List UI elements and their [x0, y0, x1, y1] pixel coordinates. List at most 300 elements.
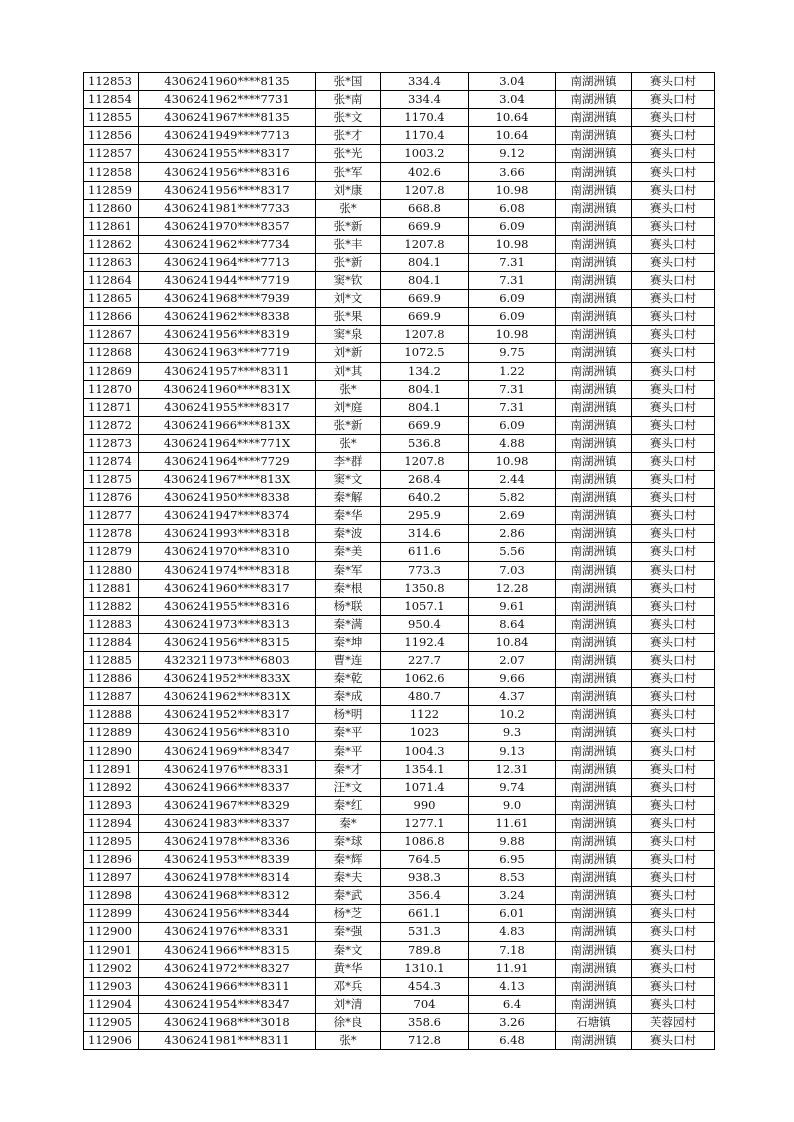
quantity-cell: 6.08 — [469, 199, 556, 217]
name-cell: 秦*军 — [316, 561, 381, 579]
table-row — [84, 959, 715, 977]
quantity-cell: 6.48 — [469, 1031, 556, 1049]
table-row — [84, 398, 715, 416]
quantity-cell: 3.04 — [469, 91, 556, 109]
town-cell: 南湖洲镇 — [556, 471, 632, 489]
table-row — [84, 109, 715, 127]
quantity-cell: 12.31 — [469, 760, 556, 778]
name-cell: 刘*庭 — [316, 398, 381, 416]
name-cell: 张* — [316, 380, 381, 398]
name-cell: 杨*芝 — [316, 905, 381, 923]
id-number-cell: 4306241969****8347 — [139, 742, 316, 760]
record-id-cell: 112887 — [84, 688, 139, 706]
quantity-cell: 7.31 — [469, 380, 556, 398]
quantity-cell: 6.09 — [469, 217, 556, 235]
village-cell: 赛头口村 — [632, 181, 715, 199]
amount-cell: 764.5 — [381, 851, 469, 869]
quantity-cell: 3.04 — [469, 73, 556, 91]
record-id-cell: 112858 — [84, 163, 139, 181]
record-id-cell: 112874 — [84, 452, 139, 470]
name-cell: 秦*华 — [316, 507, 381, 525]
amount-cell: 640.2 — [381, 489, 469, 507]
village-cell: 赛头口村 — [632, 1031, 715, 1049]
amount-cell: 804.1 — [381, 398, 469, 416]
table-row — [84, 670, 715, 688]
town-cell: 南湖洲镇 — [556, 543, 632, 561]
name-cell: 黄*华 — [316, 959, 381, 977]
name-cell: 窦*泉 — [316, 326, 381, 344]
record-id-cell: 112864 — [84, 272, 139, 290]
id-number-cell: 4306241966****8311 — [139, 977, 316, 995]
record-id-cell: 112875 — [84, 471, 139, 489]
village-cell: 赛头口村 — [632, 380, 715, 398]
id-number-cell: 4306241962****831X — [139, 688, 316, 706]
village-cell: 赛头口村 — [632, 525, 715, 543]
town-cell: 南湖洲镇 — [556, 652, 632, 670]
village-cell: 赛头口村 — [632, 724, 715, 742]
quantity-cell: 4.88 — [469, 434, 556, 452]
id-number-cell: 4306241966****813X — [139, 416, 316, 434]
village-cell: 赛头口村 — [632, 670, 715, 688]
quantity-cell: 9.61 — [469, 597, 556, 615]
name-cell: 张*才 — [316, 127, 381, 145]
village-cell: 赛头口村 — [632, 199, 715, 217]
town-cell: 南湖洲镇 — [556, 977, 632, 995]
quantity-cell: 10.98 — [469, 235, 556, 253]
name-cell: 窦*钦 — [316, 272, 381, 290]
quantity-cell: 7.31 — [469, 253, 556, 271]
record-id-cell: 112891 — [84, 760, 139, 778]
id-number-cell: 4323211973****6803 — [139, 652, 316, 670]
record-id-cell: 112901 — [84, 941, 139, 959]
amount-cell: 402.6 — [381, 163, 469, 181]
record-id-cell: 112866 — [84, 308, 139, 326]
id-number-cell: 4306241944****7719 — [139, 272, 316, 290]
quantity-cell: 2.07 — [469, 652, 556, 670]
town-cell: 南湖洲镇 — [556, 905, 632, 923]
table-row — [84, 724, 715, 742]
town-cell: 南湖洲镇 — [556, 380, 632, 398]
id-number-cell: 4306241955****8317 — [139, 145, 316, 163]
quantity-cell: 8.64 — [469, 615, 556, 633]
village-cell: 赛头口村 — [632, 163, 715, 181]
quantity-cell: 3.26 — [469, 1013, 556, 1031]
id-number-cell: 4306241962****7734 — [139, 235, 316, 253]
id-number-cell: 4306241962****7731 — [139, 91, 316, 109]
village-cell: 赛头口村 — [632, 507, 715, 525]
id-number-cell: 4306241974****8318 — [139, 561, 316, 579]
amount-cell: 704 — [381, 995, 469, 1013]
id-number-cell: 4306241964****771X — [139, 434, 316, 452]
quantity-cell: 11.61 — [469, 814, 556, 832]
town-cell: 南湖洲镇 — [556, 597, 632, 615]
village-cell: 赛头口村 — [632, 652, 715, 670]
quantity-cell: 9.0 — [469, 796, 556, 814]
amount-cell: 661.1 — [381, 905, 469, 923]
name-cell: 汪*文 — [316, 778, 381, 796]
record-id-cell: 112900 — [84, 923, 139, 941]
village-cell: 赛头口村 — [632, 561, 715, 579]
id-number-cell: 4306241954****8347 — [139, 995, 316, 1013]
quantity-cell: 2.69 — [469, 507, 556, 525]
id-number-cell: 4306241952****8317 — [139, 706, 316, 724]
quantity-cell: 3.24 — [469, 887, 556, 905]
table-row — [84, 977, 715, 995]
quantity-cell: 10.2 — [469, 706, 556, 724]
name-cell: 张*光 — [316, 145, 381, 163]
record-id-cell: 112863 — [84, 253, 139, 271]
village-cell: 赛头口村 — [632, 778, 715, 796]
amount-cell: 1122 — [381, 706, 469, 724]
amount-cell: 990 — [381, 796, 469, 814]
quantity-cell: 10.98 — [469, 452, 556, 470]
quantity-cell: 9.74 — [469, 778, 556, 796]
town-cell: 南湖洲镇 — [556, 398, 632, 416]
name-cell: 刘*文 — [316, 290, 381, 308]
town-cell: 南湖洲镇 — [556, 434, 632, 452]
name-cell: 秦*文 — [316, 941, 381, 959]
record-id-cell: 112902 — [84, 959, 139, 977]
village-cell: 赛头口村 — [632, 217, 715, 235]
record-id-cell: 112886 — [84, 670, 139, 688]
id-number-cell: 4306241964****7713 — [139, 253, 316, 271]
village-cell: 赛头口村 — [632, 489, 715, 507]
amount-cell: 1086.8 — [381, 832, 469, 850]
record-id-cell: 112879 — [84, 543, 139, 561]
name-cell: 秦*解 — [316, 489, 381, 507]
village-cell: 赛头口村 — [632, 941, 715, 959]
name-cell: 张*新 — [316, 253, 381, 271]
id-number-cell: 4306241955****8316 — [139, 597, 316, 615]
village-cell: 赛头口村 — [632, 290, 715, 308]
table-row — [84, 652, 715, 670]
village-cell: 赛头口村 — [632, 760, 715, 778]
amount-cell: 1071.4 — [381, 778, 469, 796]
record-id-cell: 112883 — [84, 615, 139, 633]
town-cell: 南湖洲镇 — [556, 199, 632, 217]
table-row — [84, 127, 715, 145]
id-number-cell: 4306241960****8135 — [139, 73, 316, 91]
amount-cell: 804.1 — [381, 272, 469, 290]
amount-cell: 789.8 — [381, 941, 469, 959]
name-cell: 张*新 — [316, 416, 381, 434]
id-number-cell: 4306241956****8310 — [139, 724, 316, 742]
table-row — [84, 471, 715, 489]
quantity-cell: 8.53 — [469, 869, 556, 887]
town-cell: 南湖洲镇 — [556, 489, 632, 507]
id-number-cell: 4306241970****8357 — [139, 217, 316, 235]
id-number-cell: 4306241952****833X — [139, 670, 316, 688]
table-row — [84, 1031, 715, 1049]
village-cell: 赛头口村 — [632, 706, 715, 724]
record-id-cell: 112899 — [84, 905, 139, 923]
table-row — [84, 452, 715, 470]
table-row — [84, 344, 715, 362]
record-id-cell: 112885 — [84, 652, 139, 670]
amount-cell: 268.4 — [381, 471, 469, 489]
name-cell: 张*国 — [316, 73, 381, 91]
town-cell: 南湖洲镇 — [556, 887, 632, 905]
town-cell: 南湖洲镇 — [556, 832, 632, 850]
name-cell: 张*南 — [316, 91, 381, 109]
quantity-cell: 9.88 — [469, 832, 556, 850]
table-row — [84, 561, 715, 579]
amount-cell: 1057.1 — [381, 597, 469, 615]
town-cell: 南湖洲镇 — [556, 615, 632, 633]
name-cell: 刘*其 — [316, 362, 381, 380]
amount-cell: 334.4 — [381, 73, 469, 91]
town-cell: 南湖洲镇 — [556, 272, 632, 290]
quantity-cell: 6.01 — [469, 905, 556, 923]
amount-cell: 1354.1 — [381, 760, 469, 778]
town-cell: 南湖洲镇 — [556, 959, 632, 977]
town-cell: 南湖洲镇 — [556, 109, 632, 127]
name-cell: 秦*平 — [316, 724, 381, 742]
quantity-cell: 2.86 — [469, 525, 556, 543]
record-id-cell: 112873 — [84, 434, 139, 452]
quantity-cell: 3.66 — [469, 163, 556, 181]
amount-cell: 356.4 — [381, 887, 469, 905]
village-cell: 赛头口村 — [632, 235, 715, 253]
town-cell: 南湖洲镇 — [556, 217, 632, 235]
village-cell: 赛头口村 — [632, 452, 715, 470]
town-cell: 南湖洲镇 — [556, 941, 632, 959]
amount-cell: 1004.3 — [381, 742, 469, 760]
village-cell: 赛头口村 — [632, 272, 715, 290]
id-number-cell: 4306241993****8318 — [139, 525, 316, 543]
name-cell: 秦* — [316, 814, 381, 832]
table-row — [84, 941, 715, 959]
village-cell: 赛头口村 — [632, 814, 715, 832]
town-cell: 石塘镇 — [556, 1013, 632, 1031]
table-row — [84, 525, 715, 543]
table-row — [84, 489, 715, 507]
amount-cell: 950.4 — [381, 615, 469, 633]
name-cell: 刘*康 — [316, 181, 381, 199]
id-number-cell: 4306241957****8311 — [139, 362, 316, 380]
record-id-cell: 112855 — [84, 109, 139, 127]
table-row — [84, 235, 715, 253]
quantity-cell: 5.56 — [469, 543, 556, 561]
name-cell: 张*果 — [316, 308, 381, 326]
record-id-cell: 112880 — [84, 561, 139, 579]
table-row — [84, 869, 715, 887]
quantity-cell: 9.13 — [469, 742, 556, 760]
table-row — [84, 633, 715, 651]
amount-cell: 611.6 — [381, 543, 469, 561]
name-cell: 秦*满 — [316, 615, 381, 633]
town-cell: 南湖洲镇 — [556, 416, 632, 434]
record-id-cell: 112892 — [84, 778, 139, 796]
quantity-cell: 6.09 — [469, 416, 556, 434]
amount-cell: 536.8 — [381, 434, 469, 452]
amount-cell: 938.3 — [381, 869, 469, 887]
amount-cell: 1277.1 — [381, 814, 469, 832]
amount-cell: 669.9 — [381, 416, 469, 434]
table-row — [84, 706, 715, 724]
record-id-cell: 112904 — [84, 995, 139, 1013]
record-id-cell: 112897 — [84, 869, 139, 887]
village-cell: 赛头口村 — [632, 344, 715, 362]
name-cell: 李*群 — [316, 452, 381, 470]
record-id-cell: 112890 — [84, 742, 139, 760]
town-cell: 南湖洲镇 — [556, 127, 632, 145]
id-number-cell: 4306241968****7939 — [139, 290, 316, 308]
town-cell: 南湖洲镇 — [556, 995, 632, 1013]
table-row — [84, 326, 715, 344]
id-number-cell: 4306241956****8344 — [139, 905, 316, 923]
record-id-cell: 112893 — [84, 796, 139, 814]
data-table — [83, 72, 715, 1050]
amount-cell: 295.9 — [381, 507, 469, 525]
amount-cell: 1023 — [381, 724, 469, 742]
table-row — [84, 362, 715, 380]
table-row — [84, 778, 715, 796]
town-cell: 南湖洲镇 — [556, 869, 632, 887]
id-number-cell: 4306241956****8319 — [139, 326, 316, 344]
town-cell: 南湖洲镇 — [556, 507, 632, 525]
name-cell: 秦*乾 — [316, 670, 381, 688]
name-cell: 曹*连 — [316, 652, 381, 670]
name-cell: 张*文 — [316, 109, 381, 127]
record-id-cell: 112888 — [84, 706, 139, 724]
town-cell: 南湖洲镇 — [556, 525, 632, 543]
town-cell: 南湖洲镇 — [556, 308, 632, 326]
table-row — [84, 73, 715, 91]
record-id-cell: 112903 — [84, 977, 139, 995]
amount-cell: 1072.5 — [381, 344, 469, 362]
record-id-cell: 112882 — [84, 597, 139, 615]
village-cell: 赛头口村 — [632, 362, 715, 380]
name-cell: 张* — [316, 1031, 381, 1049]
town-cell: 南湖洲镇 — [556, 91, 632, 109]
village-cell: 赛头口村 — [632, 91, 715, 109]
town-cell: 南湖洲镇 — [556, 923, 632, 941]
table-row — [84, 597, 715, 615]
record-id-cell: 112869 — [84, 362, 139, 380]
village-cell: 赛头口村 — [632, 633, 715, 651]
record-id-cell: 112881 — [84, 579, 139, 597]
id-number-cell: 4306241972****8327 — [139, 959, 316, 977]
table-row — [84, 742, 715, 760]
table-row — [84, 145, 715, 163]
village-cell: 赛头口村 — [632, 995, 715, 1013]
quantity-cell: 6.09 — [469, 308, 556, 326]
amount-cell: 1207.8 — [381, 235, 469, 253]
name-cell: 秦*夫 — [316, 869, 381, 887]
amount-cell: 531.3 — [381, 923, 469, 941]
village-cell: 赛头口村 — [632, 977, 715, 995]
name-cell: 秦*美 — [316, 543, 381, 561]
quantity-cell: 6.95 — [469, 851, 556, 869]
town-cell: 南湖洲镇 — [556, 814, 632, 832]
town-cell: 南湖洲镇 — [556, 778, 632, 796]
quantity-cell: 6.4 — [469, 995, 556, 1013]
town-cell: 南湖洲镇 — [556, 73, 632, 91]
village-cell: 赛头口村 — [632, 543, 715, 561]
town-cell: 南湖洲镇 — [556, 235, 632, 253]
quantity-cell: 4.37 — [469, 688, 556, 706]
village-cell: 赛头口村 — [632, 959, 715, 977]
id-number-cell: 4306241973****8313 — [139, 615, 316, 633]
table-row — [84, 995, 715, 1013]
amount-cell: 804.1 — [381, 253, 469, 271]
quantity-cell: 11.91 — [469, 959, 556, 977]
id-number-cell: 4306241964****7729 — [139, 452, 316, 470]
name-cell: 张*军 — [316, 163, 381, 181]
record-id-cell: 112871 — [84, 398, 139, 416]
village-cell: 赛头口村 — [632, 109, 715, 127]
record-id-cell: 112872 — [84, 416, 139, 434]
village-cell: 赛头口村 — [632, 416, 715, 434]
table-row — [84, 253, 715, 271]
town-cell: 南湖洲镇 — [556, 688, 632, 706]
amount-cell: 1207.8 — [381, 181, 469, 199]
record-id-cell: 112876 — [84, 489, 139, 507]
town-cell: 南湖洲镇 — [556, 796, 632, 814]
quantity-cell: 7.31 — [469, 398, 556, 416]
amount-cell: 1003.2 — [381, 145, 469, 163]
id-number-cell: 4306241949****7713 — [139, 127, 316, 145]
table-row — [84, 615, 715, 633]
record-id-cell: 112856 — [84, 127, 139, 145]
table-row — [84, 308, 715, 326]
record-id-cell: 112884 — [84, 633, 139, 651]
quantity-cell: 7.31 — [469, 272, 556, 290]
name-cell: 秦*成 — [316, 688, 381, 706]
village-cell: 芙蓉园村 — [632, 1013, 715, 1031]
table-row — [84, 380, 715, 398]
record-id-cell: 112895 — [84, 832, 139, 850]
village-cell: 赛头口村 — [632, 923, 715, 941]
town-cell: 南湖洲镇 — [556, 1031, 632, 1049]
id-number-cell: 4306241963****7719 — [139, 344, 316, 362]
town-cell: 南湖洲镇 — [556, 742, 632, 760]
quantity-cell: 1.22 — [469, 362, 556, 380]
quantity-cell: 12.28 — [469, 579, 556, 597]
amount-cell: 773.3 — [381, 561, 469, 579]
record-id-cell: 112857 — [84, 145, 139, 163]
table-row — [84, 181, 715, 199]
table-row — [84, 290, 715, 308]
town-cell: 南湖洲镇 — [556, 145, 632, 163]
record-id-cell: 112889 — [84, 724, 139, 742]
id-number-cell: 4306241960****831X — [139, 380, 316, 398]
table-row — [84, 91, 715, 109]
village-cell: 赛头口村 — [632, 471, 715, 489]
amount-cell: 669.9 — [381, 290, 469, 308]
name-cell: 秦*才 — [316, 760, 381, 778]
quantity-cell: 4.13 — [469, 977, 556, 995]
id-number-cell: 4306241967****813X — [139, 471, 316, 489]
record-id-cell: 112868 — [84, 344, 139, 362]
village-cell: 赛头口村 — [632, 796, 715, 814]
name-cell: 秦*根 — [316, 579, 381, 597]
amount-cell: 1350.8 — [381, 579, 469, 597]
record-id-cell: 112862 — [84, 235, 139, 253]
table-row — [84, 688, 715, 706]
town-cell: 南湖洲镇 — [556, 670, 632, 688]
id-number-cell: 4306241950****8338 — [139, 489, 316, 507]
record-id-cell: 112859 — [84, 181, 139, 199]
village-cell: 赛头口村 — [632, 127, 715, 145]
table-row — [84, 217, 715, 235]
village-cell: 赛头口村 — [632, 887, 715, 905]
record-id-cell: 112906 — [84, 1031, 139, 1049]
name-cell: 邓*兵 — [316, 977, 381, 995]
table-row — [84, 272, 715, 290]
name-cell: 秦*武 — [316, 887, 381, 905]
